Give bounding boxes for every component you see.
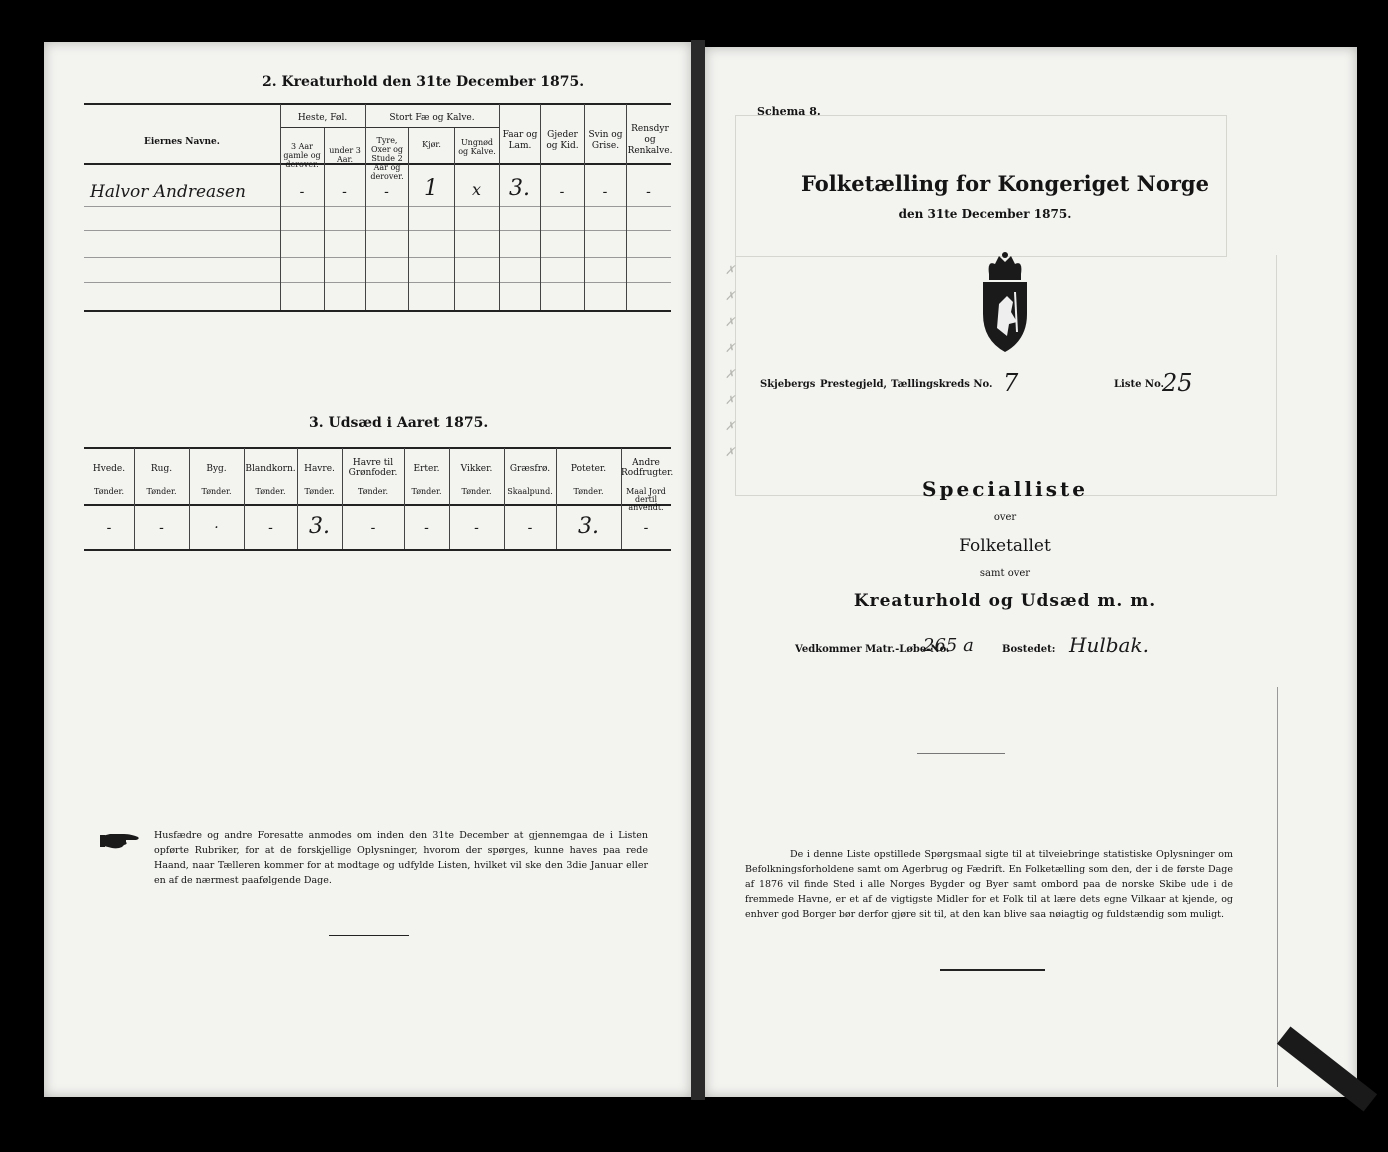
main-title: Folketælling for Kongeriget Norge bbox=[801, 171, 1209, 196]
section3-title: 3. Udsæd i Aaret 1875. bbox=[309, 415, 489, 431]
norwegian-coat-of-arms-icon bbox=[977, 252, 1033, 356]
tellingskreds-value: 7 bbox=[1003, 369, 1019, 397]
stort-fae-group-header: Stort Fæ og Kalve. bbox=[389, 113, 475, 123]
udsaed-column-header: Andre Rodfrugter. bbox=[621, 458, 674, 478]
udsaed-column-unit: Tønder. bbox=[255, 487, 286, 496]
udsaed-column-header: Rug. bbox=[150, 464, 173, 474]
samt-over-label: samt over bbox=[979, 568, 1031, 579]
faar-value: 3. bbox=[509, 176, 530, 201]
table3-header-rule bbox=[84, 504, 671, 506]
rensdyr-header: Rensdyr og Renkalve. bbox=[627, 124, 673, 156]
left-page bbox=[44, 42, 691, 1097]
udsaed-column-header: Erter. bbox=[413, 464, 440, 474]
owner-name: Halvor Andreasen bbox=[90, 182, 246, 202]
faar-header: Faar og Lam. bbox=[502, 130, 538, 151]
closing-rule bbox=[329, 935, 409, 936]
notice-text: Husfædre og andre Foresatte anmodes om inden den 31te December at gjennemgaa de i Listen opførte Rubriker, for at de forskjellige Oplysninger, hvorom der spørges, kunne haves paa rede Haand, naar Tælleren kommer for at modtage og udfylde Listen, hvilket vil ske den 3die Januar eller en af de nærmest paafølgende Dage. bbox=[154, 830, 648, 886]
svin-value: - bbox=[602, 184, 608, 200]
udsaed-column-unit: Tønder. bbox=[201, 487, 232, 496]
udsaed-column-unit: Tønder. bbox=[357, 487, 389, 496]
pointing-hand-icon bbox=[100, 830, 142, 850]
udsaed-column-unit: Skaalpund. bbox=[507, 487, 553, 496]
section2-title: 2. Kreaturhold den 31te December 1875. bbox=[262, 74, 585, 90]
udsaed-column-unit: Tønder. bbox=[411, 487, 442, 496]
bostedet-value: Hulbak. bbox=[1069, 633, 1149, 657]
explanation-text: De i denne Liste opstillede Spørgsmaal sigte til at tilveiebringe statistiske Oplysninger om Befolkningsforholdene samt om Agerbrug og Fædrift. En Folketælling som den, der i de første Dage af 1876 vil finde Sted i alle Norges Bygder og Byer samt ombord paa de norske Skibe ude i de fremmede Havne, er et af de vigtigste Midler for et Folk til at lære dets egne Vilkaar at kjende, og enhver god Borger bør derfor gjøre sit til, at den kan blive saa nøiagtig og fuldstændig som muligt. bbox=[745, 849, 1233, 920]
kreaturhold-title: Kreaturhold og Udsæd m. m. bbox=[853, 591, 1157, 611]
udsaed-column-header: Poteter. bbox=[570, 464, 607, 474]
show-through-marks: ✗ ✗ ✗ ✗ ✗ ✗ ✗ ✗ bbox=[725, 263, 736, 459]
specialliste-title: Specialliste bbox=[922, 477, 1088, 501]
table2-col-divider bbox=[408, 128, 409, 310]
liste-value: 25 bbox=[1162, 369, 1193, 397]
udsaed-column-header: Byg. bbox=[206, 464, 227, 474]
table2-top-rule bbox=[84, 103, 671, 105]
udsaed-value: - bbox=[370, 520, 376, 536]
udsaed-value: 3. bbox=[578, 514, 599, 539]
ungnod-value: x bbox=[471, 180, 482, 199]
udsaed-value: - bbox=[106, 520, 112, 536]
schema-label: Schema 8. bbox=[757, 105, 821, 118]
table2-group-rule bbox=[280, 127, 500, 128]
owner-column-header: Eiernes Navne. bbox=[144, 137, 220, 147]
gjeder-value: - bbox=[559, 184, 565, 200]
heste-group-header: Heste, Føl. bbox=[297, 113, 348, 123]
udsaed-value: - bbox=[643, 520, 649, 536]
udsaed-column-header: Blandkorn. bbox=[245, 464, 296, 474]
udsaed-column-header: Havre til Grønfoder. bbox=[348, 458, 398, 478]
udsaed-column-unit: Maal Jord dertil anvendt. bbox=[626, 487, 666, 512]
udsaed-value: - bbox=[474, 520, 479, 536]
matr-label: Vedkommer Matr.-Løbe-No. bbox=[795, 644, 950, 655]
liste-label: Liste No. bbox=[1114, 379, 1165, 390]
kjor-header: Kjør. bbox=[422, 140, 441, 149]
over-label: over bbox=[993, 512, 1017, 523]
ungnod-header: Ungnød og Kalve. bbox=[458, 138, 496, 156]
table2-col-divider bbox=[365, 104, 366, 310]
gjeder-header: Gjeder og Kid. bbox=[546, 130, 579, 151]
tellingskreds-label: Tællingskreds No. bbox=[891, 379, 993, 390]
closing-rule bbox=[940, 969, 1045, 971]
udsaed-value: - bbox=[268, 520, 273, 536]
page-edge-line bbox=[1277, 687, 1279, 1087]
prestegjeld-label: Prestegjeld, bbox=[820, 379, 888, 390]
under-3aar-value: - bbox=[342, 184, 347, 200]
udsaed-column-header: Græsfrø. bbox=[509, 464, 551, 474]
bostedet-label: Bostedet: bbox=[1002, 644, 1056, 655]
heste-3aar-value: - bbox=[299, 184, 305, 200]
tyre-header: Tyre, Oxer og Stude 2 Aar og derover. bbox=[370, 136, 404, 181]
svin-header: Svin og Grise. bbox=[588, 130, 623, 151]
udsaed-column-unit: Tønder. bbox=[304, 487, 335, 496]
book-spine bbox=[691, 40, 705, 1100]
table3-top-rule bbox=[84, 447, 671, 449]
heste-3aar-header: 3 Aar gamle og derover. bbox=[283, 142, 321, 169]
udsaed-column-unit: Tønder. bbox=[146, 487, 177, 496]
under-3aar-header: under 3 Aar. bbox=[329, 146, 361, 164]
signature-rule bbox=[917, 753, 1005, 754]
table2-row-rule bbox=[84, 206, 671, 207]
table2-row-rule bbox=[84, 230, 671, 231]
folketallet-title: Folketallet bbox=[959, 536, 1051, 556]
udsaed-column-header: Havre. bbox=[304, 464, 335, 474]
table2-col-divider bbox=[280, 104, 281, 310]
prestegjeld-value: Skjebergs bbox=[760, 379, 816, 390]
tyre-value: - bbox=[384, 184, 389, 200]
matr-value: 265 a bbox=[923, 635, 974, 656]
main-date: den 31te December 1875. bbox=[898, 207, 1072, 221]
table2-row-rule bbox=[84, 257, 671, 258]
udsaed-value: - bbox=[424, 520, 429, 536]
table2-bottom-rule bbox=[84, 310, 671, 312]
rensdyr-value: - bbox=[646, 184, 651, 200]
udsaed-value: - bbox=[159, 520, 164, 536]
kjor-value: 1 bbox=[424, 176, 438, 201]
udsaed-column-header: Vikker. bbox=[460, 464, 493, 474]
udsaed-column-unit: Tønder. bbox=[573, 487, 604, 496]
udsaed-column-unit: Tønder. bbox=[461, 487, 492, 496]
table3-bottom-rule bbox=[84, 549, 671, 551]
right-page bbox=[705, 47, 1357, 1097]
udsaed-value: 3. bbox=[309, 514, 330, 539]
udsaed-value: - bbox=[527, 520, 533, 536]
table2-row-rule bbox=[84, 282, 671, 283]
udsaed-column-unit: Tønder. bbox=[93, 487, 125, 496]
udsaed-value: · bbox=[214, 520, 219, 536]
udsaed-column-header: Hvede. bbox=[92, 464, 126, 474]
